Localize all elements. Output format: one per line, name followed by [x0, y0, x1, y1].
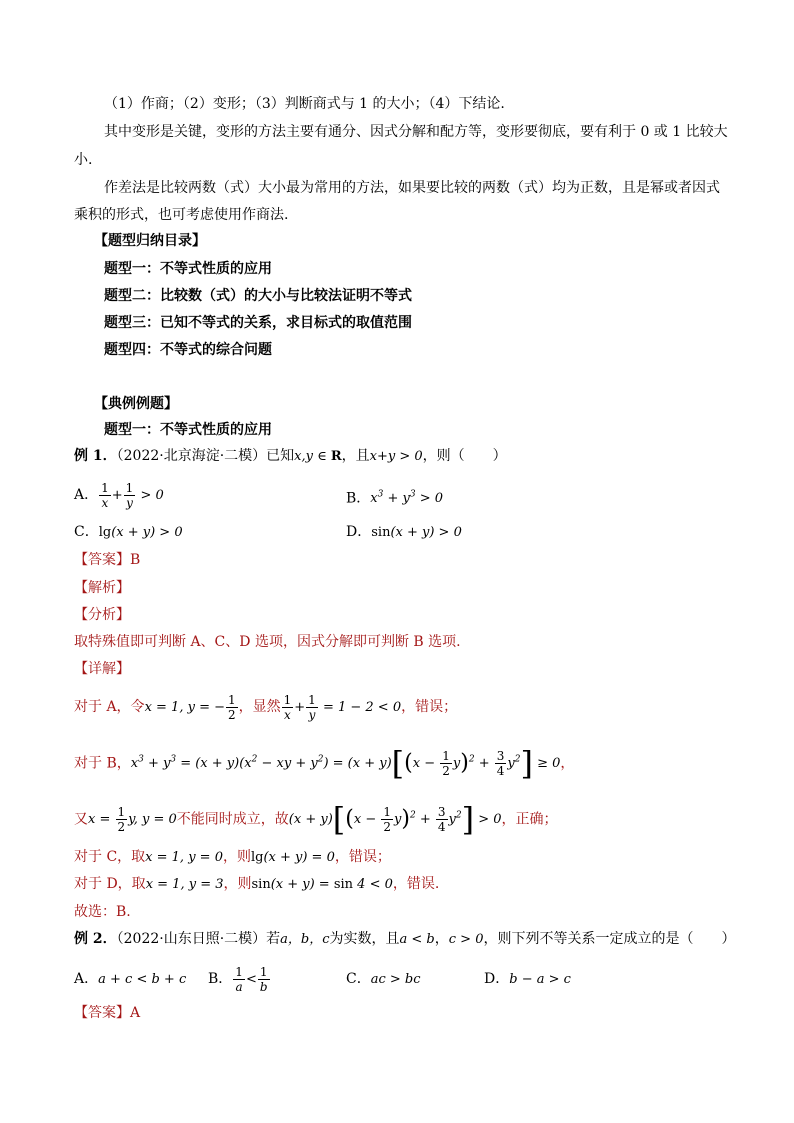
ex2-option-c[interactable]: C．ac > bc [346, 971, 421, 987]
math-x-plus-y-gt-0: x+y > 0 [369, 449, 423, 464]
option-b[interactable]: B．$x^3 + y^3 > 0$ [346, 490, 444, 507]
detail-a: 对于 A，令x = 1, y = − $\frac{1}{2}$ ，显然 $\frac{1}{x}$ + $\frac{1}{y}$ = 1 − 2 < 0，错误； [74, 693, 458, 722]
math-ex2-option-d: b − a > c [509, 972, 571, 987]
ex2-option-d[interactable]: D．b − a > c [484, 971, 571, 987]
math-option-b: $x^3 + y^3 > 0$ [370, 490, 444, 507]
answer-2: 【答案】A [74, 1005, 141, 1021]
example-1-question: 例 1．（2022·北京海淀·二模）已知x,y ∈ R，且x+y > 0，则（ ） [74, 448, 507, 464]
detail-b: 对于 B，$x^3 + y^3 = (x + y)(x^2$ − xy + $y^2) = (x + y)[(x$ − $\frac{1}{2}$ y)$^2$ + $\frac{3}{4}$ $y^2] \ge 0$， [74, 744, 575, 783]
math-detail-d-2: sin(x + y) = sin 4 < 0 [251, 877, 393, 892]
intro-paragraph-1: （1）作商；（2）变形；（3）判断商式与 1 的大小；（4）下结论. [104, 96, 505, 112]
xiangjie-heading: 【详解】 [74, 661, 130, 677]
math-option-a: $\frac{1}{x}$ + $\frac{1}{y}$ > 0 [101, 481, 164, 510]
intro-paragraph-3-line-2: 乘积的形式，也可考虑使用作商法. [74, 207, 289, 223]
math-detail-b2-2: (x + y)[(x − $\frac{1}{2}$ y)$^2$ + $\frac{3}{4}$ $y^2] > 0$ [288, 800, 502, 839]
example-1-label: 例 1． [74, 448, 117, 464]
option-a[interactable]: A． $\frac{1}{x}$ + $\frac{1}{y}$ > 0 [74, 481, 164, 510]
examples-heading: 【典例例题】 [94, 396, 178, 412]
math-detail-b2-1: x = $\frac{1}{2}$ y, y = 0 [88, 805, 177, 835]
option-c[interactable]: C．lg(x + y) > 0 [74, 524, 183, 540]
option-d[interactable]: D．sin(x + y) > 0 [346, 524, 462, 540]
math-xy-in-r: x,y ∈ R [294, 449, 342, 464]
catalog-item-2: 题型二：比较数（式）的大小与比较法证明不等式 [104, 288, 412, 304]
catalog-item-4: 题型四：不等式的综合问题 [104, 342, 272, 358]
math-detail-a-1: x = 1, y = − $\frac{1}{2}$ [144, 693, 236, 722]
detail-b-2: 又x = $\frac{1}{2}$ y, y = 0不能同时成立，故(x + y)[(x − $\frac{1}{2}$ y)$^2$ + $\frac{3}{4}$ $y^2] > 0$，正确； [74, 800, 558, 839]
catalog-item-3: 题型三：已知不等式的关系，求目标式的取值范围 [104, 315, 412, 331]
math-ex2-option-b: $\frac{1}{a}$ < $\frac{1}{b}$ [235, 965, 268, 994]
type1-title: 题型一：不等式性质的应用 [104, 422, 272, 438]
ex2-option-a[interactable]: A．a + c < b + c [74, 971, 187, 987]
intro-paragraph-3-line-1: 作差法是比较两数（式）大小最为常用的方法，如果要比较的两数（式）均为正数，且是幂或者因式 [104, 180, 720, 196]
math-detail-c-1: x = 1, y = 0 [145, 850, 223, 865]
fenxi-text: 取特殊值即可判断 A、C、D 选项，因式分解即可判断 B 选项. [74, 634, 461, 650]
math-ex2-option-c: ac > bc [370, 972, 421, 987]
analysis-heading: 【解析】 [74, 580, 130, 596]
detail-d: 对于 D，取x = 1, y = 3，则sin(x + y) = sin 4 < 0，错误. [74, 876, 440, 892]
intro-paragraph-2-line-2: 小. [74, 152, 93, 168]
math-detail-d-1: x = 1, y = 3 [145, 877, 224, 892]
math-option-c: lg(x + y) > 0 [98, 525, 183, 540]
intro-paragraph-2-line-1: 其中变形是关键，变形的方法主要有通分、因式分解和配方等，变形要彻底，要有利于 0 或 1 比较大 [104, 124, 728, 140]
catalog-heading: 【题型归纳目录】 [94, 233, 206, 249]
math-ex2-option-a: a + c < b + c [98, 972, 187, 987]
ex2-option-b[interactable]: B． $\frac{1}{a}$ < $\frac{1}{b}$ [208, 962, 271, 996]
example-2-label: 例 2． [74, 931, 117, 947]
math-detail-c-2: lg(x + y) = 0 [250, 850, 335, 865]
math-detail-b: $x^3 + y^3 = (x + y)(x^2$ − xy + $y^2) = (x + y)[(x$ − $\frac{1}{2}$ y)$^2$ + $\frac{3}{4}$ $y^2] \ge 0$ [130, 744, 561, 783]
math-c-gt-0: c > 0 [448, 932, 484, 947]
example-2-question: 例 2．（2022·山东日照·二模）若a，b，c为实数，且a < b，c > 0，则下列不等关系一定成立的是（ ） [74, 931, 736, 947]
math-option-d: sin(x + y) > 0 [371, 525, 462, 540]
answer-1: 【答案】B [74, 552, 141, 568]
choose-answer: 故选：B. [74, 904, 131, 920]
catalog-item-1: 题型一：不等式性质的应用 [104, 261, 272, 277]
math-detail-a-2: $\frac{1}{x}$ + $\frac{1}{y}$ = 1 − 2 < 0 [283, 693, 402, 722]
detail-c: 对于 C，取x = 1, y = 0，则lg(x + y) = 0，错误； [74, 849, 391, 865]
math-a-lt-b: a < b [399, 932, 435, 947]
fenxi-heading: 【分析】 [74, 607, 130, 623]
